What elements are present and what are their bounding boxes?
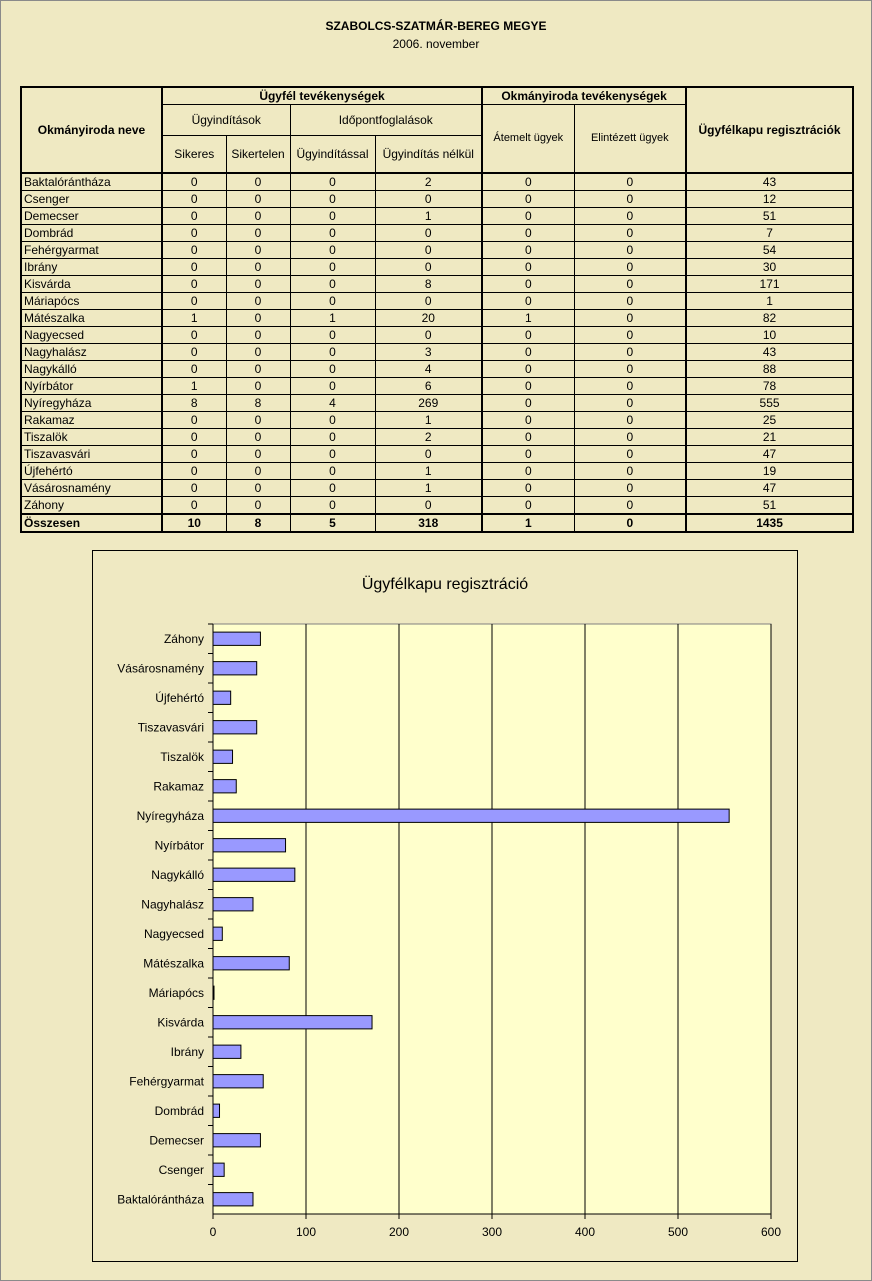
value-cell: 0 [375, 225, 482, 242]
value-cell: 0 [226, 225, 290, 242]
value-cell: 0 [226, 293, 290, 310]
value-cell: 0 [162, 446, 226, 463]
value-cell: 0 [482, 259, 574, 276]
value-cell: 1 [686, 293, 853, 310]
value-cell: 5 [290, 514, 375, 532]
office-name-cell: Rakamaz [21, 412, 162, 429]
value-cell: 0 [162, 361, 226, 378]
value-cell: 0 [290, 208, 375, 225]
bar-8 [213, 957, 289, 970]
value-cell: 0 [226, 242, 290, 259]
value-cell: 0 [574, 514, 686, 532]
value-cell: 0 [162, 497, 226, 515]
bar-10 [213, 898, 253, 911]
y-category-label: Baktalórántháza [117, 1192, 204, 1207]
header-unsuccessful: Sikertelen [226, 136, 290, 174]
bar-9 [213, 927, 222, 940]
x-tick-label: 100 [295, 1225, 317, 1239]
value-cell: 4 [375, 361, 482, 378]
value-cell: 0 [290, 327, 375, 344]
table-row [21, 191, 853, 208]
value-cell: 1 [290, 310, 375, 327]
value-cell: 1 [375, 480, 482, 497]
value-cell: 0 [574, 173, 686, 191]
value-cell: 3 [375, 344, 482, 361]
y-category-label: Vásárosnamény [117, 661, 204, 676]
bar-2 [213, 1134, 260, 1147]
statistics-table [20, 86, 854, 533]
table-row [21, 344, 853, 361]
value-cell: 0 [375, 259, 482, 276]
office-name-cell: Nagykálló [21, 361, 162, 378]
header-case-starts: Ügyindítások [162, 105, 290, 136]
y-category-label: Máriapócs [148, 985, 204, 1000]
value-cell: 0 [524, 174, 532, 189]
value-cell: 0 [226, 361, 290, 378]
y-category-label: Nyíregyháza [136, 808, 204, 823]
value-cell: 1 [375, 412, 482, 429]
value-cell: 1 [375, 463, 482, 480]
table-row [21, 208, 853, 225]
table-row [21, 412, 853, 429]
total-row [21, 514, 853, 532]
y-category-label: Záhony [163, 631, 204, 646]
value-cell: 0 [226, 412, 290, 429]
table-row [21, 463, 853, 480]
bar-6 [213, 1016, 372, 1029]
y-category-label: Demecser [149, 1133, 204, 1148]
header-office-activities: Okmányiroda tevékenységek [482, 87, 686, 105]
value-cell: 0 [226, 497, 290, 515]
value-cell: 555 [686, 395, 853, 412]
value-cell: 0 [226, 429, 290, 446]
value-cell: 0 [574, 276, 686, 293]
value-cell: 0 [482, 361, 574, 378]
value-cell: 0 [290, 361, 375, 378]
bar-17 [213, 691, 231, 704]
value-cell: 0 [226, 276, 290, 293]
value-cell: 0 [162, 412, 226, 429]
value-cell: 47 [686, 446, 853, 463]
value-cell: 0 [574, 310, 686, 327]
value-cell: 0 [482, 412, 574, 429]
value-cell: 0 [482, 225, 574, 242]
table-row [21, 395, 853, 412]
value-cell: 0 [482, 293, 574, 310]
header-with-case-start: Ügyindítással [290, 136, 375, 174]
value-cell: 0 [290, 276, 375, 293]
value-cell: 0 [162, 191, 226, 208]
office-name-cell: Mátészalka [21, 310, 162, 327]
value-cell: 0 [482, 242, 574, 259]
value-cell: 0 [226, 344, 290, 361]
bar-19 [213, 632, 260, 645]
value-cell: 0 [375, 446, 482, 463]
value-cell: 0 [162, 259, 226, 276]
value-cell: 0 [574, 480, 686, 497]
value-cell: 0 [574, 208, 686, 225]
header-appointments: Időpontfoglalások [290, 105, 482, 136]
value-cell: 25 [686, 412, 853, 429]
value-cell: 0 [162, 463, 226, 480]
office-name-cell: Záhony [21, 497, 162, 515]
value-cell: 0 [574, 344, 686, 361]
table-row [21, 276, 853, 293]
value-cell: 51 [686, 497, 853, 515]
office-name-cell: Tiszavasvári [21, 446, 162, 463]
bar-4 [213, 1075, 263, 1088]
value-cell: 0 [226, 259, 290, 276]
value-cell: 0 [482, 344, 574, 361]
x-tick-label: 600 [760, 1225, 782, 1239]
x-tick-label: 200 [388, 1225, 410, 1239]
office-name-cell: Nyírbátor [21, 378, 162, 395]
value-cell: 171 [686, 276, 853, 293]
office-name-cell: Nagyecsed [21, 327, 162, 344]
value-cell: 6 [375, 378, 482, 395]
office-name-cell: Demecser [21, 208, 162, 225]
header-client-gate-registrations: Ügyfélkapu regisztrációk [686, 87, 853, 173]
value-cell: 0 [290, 446, 375, 463]
value-cell: 1 [482, 514, 574, 532]
value-cell: 43 [686, 344, 853, 361]
office-name-cell: Fehérgyarmat [21, 242, 162, 259]
table-row [21, 259, 853, 276]
value-cell: 0 [375, 242, 482, 259]
value-cell: 0 [290, 497, 375, 515]
value-cell: 0 [226, 208, 290, 225]
value-cell: 54 [686, 242, 853, 259]
value-cell: 0 [290, 480, 375, 497]
table-row [21, 480, 853, 497]
chart-title: Ügyfélkapu regisztráció [361, 576, 529, 593]
value-cell: 0 [482, 395, 574, 412]
value-cell: 0 [290, 429, 375, 446]
table-row [21, 497, 853, 515]
office-name-cell: Máriapócs [21, 293, 162, 310]
y-category-label: Tiszalök [160, 749, 204, 764]
value-cell: 0 [290, 463, 375, 480]
value-cell: 0 [226, 191, 290, 208]
chart-panel [92, 550, 798, 1262]
table-row [21, 173, 853, 191]
value-cell: 0 [290, 259, 375, 276]
value-cell: 0 [162, 208, 226, 225]
value-cell: 0 [574, 242, 686, 259]
value-cell: 0 [226, 480, 290, 497]
y-category-label: Kisvárda [157, 1015, 204, 1030]
value-cell: 0 [162, 225, 226, 242]
y-category-label: Ibrány [170, 1044, 204, 1059]
value-cell: 1 [375, 208, 482, 225]
value-cell: 0 [482, 191, 574, 208]
y-category-label: Dombrád [154, 1103, 204, 1118]
value-cell: 0 [574, 463, 686, 480]
value-cell: 0 [482, 497, 574, 515]
y-category-label: Nyírbátor [154, 838, 204, 853]
bar-12 [213, 839, 286, 852]
value-cell: 0 [290, 191, 375, 208]
value-cell: 0 [482, 463, 574, 480]
value-cell: 4 [290, 395, 375, 412]
value-cell: 0 [574, 225, 686, 242]
x-tick-label: 300 [481, 1225, 503, 1239]
value-cell: 78 [686, 378, 853, 395]
y-category-label: Csenger [158, 1162, 204, 1177]
office-name-cell: Kisvárda [21, 276, 162, 293]
table-row [21, 378, 853, 395]
bar-3 [213, 1104, 220, 1117]
value-cell: 0 [375, 293, 482, 310]
value-cell: 0 [482, 378, 574, 395]
value-cell: 0 [375, 191, 482, 208]
bar-18 [213, 662, 257, 675]
value-cell: 2 [375, 173, 482, 191]
value-cell: 0 [574, 378, 686, 395]
value-cell: 82 [686, 310, 853, 327]
value-cell: 0 [574, 293, 686, 310]
value-cell: 0 [574, 395, 686, 412]
value-cell: 0 [190, 174, 198, 189]
office-name-cell: Csenger [21, 191, 162, 208]
header-client-activities: Ügyfél tevékenységek [162, 87, 482, 105]
bar-16 [213, 721, 257, 734]
value-cell: 0 [290, 242, 375, 259]
value-cell: 0 [290, 344, 375, 361]
y-category-label: Újfehértó [155, 690, 204, 705]
value-cell: 0 [162, 293, 226, 310]
value-cell: 88 [686, 361, 853, 378]
value-cell: 43 [686, 173, 853, 191]
value-cell: 0 [162, 344, 226, 361]
bar-11 [213, 868, 295, 881]
page-title: SZABOLCS-SZATMÁR-BEREG MEGYE [325, 19, 547, 33]
value-cell: 0 [482, 480, 574, 497]
value-cell: 0 [226, 327, 290, 344]
value-cell: 0 [482, 446, 574, 463]
value-cell: 8 [226, 514, 290, 532]
bar-7 [213, 986, 214, 999]
value-cell: 0 [482, 327, 574, 344]
value-cell: 0 [162, 242, 226, 259]
value-cell: 0 [162, 327, 226, 344]
bar-13 [213, 809, 729, 822]
y-category-label: Rakamaz [153, 779, 204, 794]
table-row [21, 225, 853, 242]
office-name-cell: Dombrád [21, 225, 162, 242]
bar-0 [213, 1193, 253, 1206]
value-cell: 0 [290, 173, 375, 191]
value-cell: 1 [162, 378, 226, 395]
value-cell: 0 [226, 463, 290, 480]
office-name-cell: Ibrány [21, 259, 162, 276]
value-cell: 0 [574, 429, 686, 446]
value-cell: 0 [574, 497, 686, 515]
value-cell: 19 [686, 463, 853, 480]
value-cell: 0 [226, 173, 290, 191]
y-category-label: Mátészalka [143, 956, 204, 971]
office-name-cell: Nagyhalász [21, 344, 162, 361]
x-tick-label: 400 [574, 1225, 596, 1239]
value-cell: 318 [375, 514, 482, 532]
value-cell: 0 [375, 327, 482, 344]
office-name-cell: Összesen [21, 514, 162, 532]
page-subtitle: 2006. november [392, 37, 480, 51]
registration-bar-chart [93, 551, 797, 1261]
value-cell: 1 [482, 310, 574, 327]
header-successful: Sikeres [162, 136, 226, 174]
value-cell: 0 [574, 361, 686, 378]
value-cell: 0 [482, 429, 574, 446]
value-cell: 0 [226, 378, 290, 395]
value-cell: 8 [226, 395, 290, 412]
y-category-label: Nagykálló [151, 867, 204, 882]
value-cell: 0 [574, 412, 686, 429]
value-cell: 8 [375, 276, 482, 293]
value-cell: 8 [162, 395, 226, 412]
y-category-label: Fehérgyarmat [129, 1074, 204, 1089]
bar-1 [213, 1163, 224, 1176]
value-cell: 0 [574, 446, 686, 463]
header-without-case-start: Ügyindítás nélkül [375, 136, 482, 174]
value-cell: 7 [686, 225, 853, 242]
value-cell: 0 [482, 208, 574, 225]
value-cell: 10 [686, 327, 853, 344]
value-cell: 0 [290, 225, 375, 242]
x-tick-label: 500 [667, 1225, 689, 1239]
value-cell: 12 [686, 191, 853, 208]
y-category-label: Tiszavasvári [137, 720, 204, 735]
value-cell: 21 [686, 429, 853, 446]
value-cell: 0 [482, 276, 574, 293]
table-row [21, 429, 853, 446]
office-name-cell: Újfehértó [21, 463, 162, 480]
header-office-name: Okmányiroda neve [21, 87, 162, 173]
value-cell: 47 [686, 480, 853, 497]
value-cell: 51 [686, 208, 853, 225]
value-cell: 1 [162, 310, 226, 327]
table-row [21, 242, 853, 259]
table-row [21, 446, 853, 463]
value-cell: 0 [375, 497, 482, 515]
office-name-cell: Vásárosnamény [21, 480, 162, 497]
value-cell: 0 [290, 293, 375, 310]
y-category-label: Nagyhalász [141, 897, 204, 912]
bar-5 [213, 1045, 241, 1058]
value-cell: 0 [574, 327, 686, 344]
value-cell: 269 [375, 395, 482, 412]
table-row [21, 293, 853, 310]
value-cell: 10 [162, 514, 226, 532]
value-cell: 0 [226, 446, 290, 463]
value-cell: 0 [162, 276, 226, 293]
bar-14 [213, 780, 236, 793]
value-cell: 0 [162, 429, 226, 446]
value-cell: 20 [375, 310, 482, 327]
header-completed-cases: Elintézett ügyek [574, 105, 686, 174]
value-cell: 0 [574, 259, 686, 276]
value-cell: 0 [290, 378, 375, 395]
x-tick-label: 0 [209, 1225, 217, 1239]
table-row [21, 310, 853, 327]
office-name-cell: Tiszalök [21, 429, 162, 446]
header-transferred-cases: Átemelt ügyek [482, 105, 574, 174]
value-cell: 1435 [686, 514, 853, 532]
value-cell: 0 [226, 310, 290, 327]
value-cell: 0 [290, 412, 375, 429]
table-row [21, 327, 853, 344]
y-category-label: Nagyecsed [143, 926, 204, 941]
value-cell: 30 [686, 259, 853, 276]
table-row [21, 361, 853, 378]
office-name-cell: Nyíregyháza [21, 395, 162, 412]
value-cell: 0 [574, 191, 686, 208]
office-name-cell: Baktalórántháza [21, 173, 162, 191]
value-cell: 2 [375, 429, 482, 446]
bar-15 [213, 750, 233, 763]
value-cell: 0 [162, 480, 226, 497]
